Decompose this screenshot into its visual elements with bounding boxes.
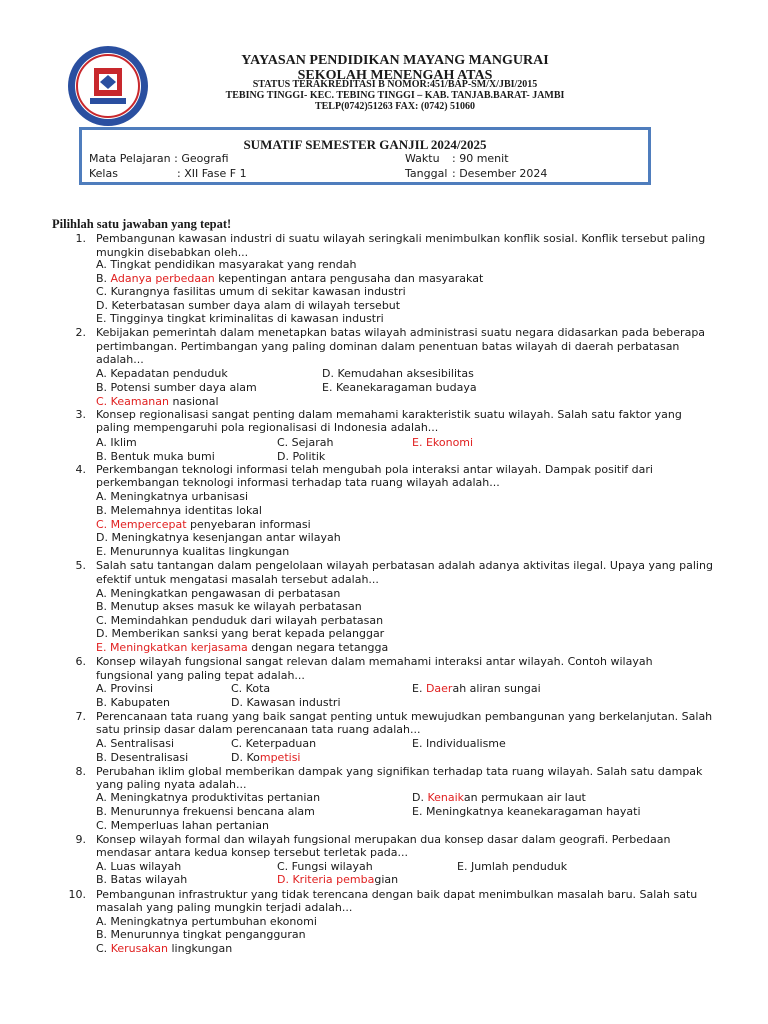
question-text: efektif untuk mengatasi masalah tersebut adalah... [96,573,379,586]
option: C. Fungsi wilayah [277,860,373,873]
answer-mark: Kenaik [427,791,464,804]
date-label: Tanggal [405,167,448,180]
option: D. Meningkatnya kesenjangan antar wilayah [96,531,341,544]
exam-title: SUMATIF SEMESTER GANJIL 2024/2025 [243,137,487,152]
question-text: pertimbangan. Pertimbangan yang paling dominan dalam penentuan batas wilayah di daerah perbatasan [96,340,680,353]
question-text: yang paling nyata adalah... [96,778,247,791]
question-number: 8. [75,765,86,778]
answer-mark: C. Keamanan [96,395,169,408]
option: C. Keterpaduan [231,737,317,750]
option: B. Potensi sumber daya alam [96,381,257,394]
answer-mark: C. Mempercepat [96,518,187,531]
question-text: Pembangunan kawasan industri di suatu wilayah seringkali menimbulkan konflik sosial. Konflik tersebut paling [96,232,706,245]
question-text: Perubahan iklim global memberikan dampak yang signifikan terhadap tata ruang wilayah. Salah satu dampak [96,765,703,778]
question-number: 2. [75,326,86,339]
option: C. Kerusakan lingkungan [96,942,233,955]
answer-mark: D. Kriteria pemba [277,873,375,886]
question-text: Konsep wilayah fungsional sangat relevan dalam memahami interaksi antar wilayah. Contoh wilayah [96,655,653,668]
option: A. Provinsi [96,682,154,695]
option: C. Kota [231,682,271,695]
option: B. Desentralisasi [96,751,189,764]
option: E. Keanekaragaman budaya [322,381,477,394]
option: B. Menutup akses masuk ke wilayah perbatasan [96,600,362,613]
option: C. Keamanan nasional [96,395,219,408]
school-name: SEKOLAH MENENGAH ATAS [297,68,493,83]
option: C. Memindahkan penduduk dari wilayah perbatasan [96,614,384,627]
option: C. Mempercepat penyebaran informasi [96,518,311,531]
option: B. Menurunnya frekuensi bencana alam [96,805,315,818]
foundation-name: YAYASAN PENDIDIKAN MAYANG MANGURAI [241,53,549,68]
question-text: Salah satu tantangan dalam pengelolaan wilayah perbatasan adalah adanya aktivitas ilegal. Upaya yang paling [96,559,713,572]
option: D. Kompetisi [231,751,301,764]
option: E. Daerah aliran sungai [412,682,541,695]
accreditation-status: STATUS TERAKREDITASI B NOMOR:451/BAP-SM/X/JBI/2015 [252,79,538,90]
option: B. Kabupaten [96,696,171,709]
time-label: Waktu [405,152,440,165]
option: A. Iklim [96,436,137,449]
question-number: 5. [75,559,86,572]
instruction: Pilihlah satu jawaban yang tepat! [52,217,232,231]
question-text: Perkembangan teknologi informasi telah mengubah pola interaksi antar wilayah. Dampak positif dari [96,463,653,476]
option: D. Memberikan sanksi yang berat kepada pelanggar [96,627,385,640]
school-logo [66,44,150,128]
answer-mark: Kerusakan [110,942,168,955]
option: C. Memperluas lahan pertanian [96,819,269,832]
school-phone: TELP(0742)51263 FAX: (0742) 51060 [314,101,476,112]
school-address: TEBING TINGGI- KEC. TEBING TINGGI – KAB. TANJAB.BARAT- JAMBI [225,90,565,101]
option: A. Meningkatkan pengawasan di perbatasan [96,587,341,600]
option: A. Tingkat pendidikan masyarakat yang rendah [96,258,357,271]
option: C. Kurangnya fasilitas umum di sekitar kawasan industri [96,285,406,298]
option: E. Meningkatkan kerjasama dengan negara tetangga [96,641,389,654]
question-text: mungkin disebabkan oleh... [96,246,249,259]
class-value: : XII Fase F 1 [177,167,247,180]
option: A. Meningkatnya urbanisasi [96,490,249,503]
question-text: fungsional yang paling tepat adalah... [96,669,305,682]
question-text: masalah yang paling mungkin terjadi adalah... [96,901,353,914]
question-number: 10. [68,888,86,901]
option: E. Meningkatnya keanekaragaman hayati [412,805,641,818]
class-label: Kelas [89,167,118,180]
option: B. Bentuk muka bumi [96,450,215,463]
option: E. Tingginya tingkat kriminalitas di kawasan industri [96,312,384,325]
option: D. Keterbatasan sumber daya alam di wilayah tersebut [96,299,401,312]
option: D. Politik [277,450,326,463]
question-number: 7. [75,710,86,723]
question-text: Konsep wilayah formal dan wilayah fungsional merupakan dua konsep dasar dalam geografi. Perbedaan [96,833,671,846]
option: A. Meningkatnya produktivitas pertanian [96,791,321,804]
option: E. Individualisme [412,737,506,750]
subject-label: Mata Pelajaran : Geografi [89,152,229,165]
question-text: Pembangunan infrastruktur yang tidak terencana dengan baik dapat menimbulkan masalah baru. Salah satu [96,888,698,901]
option: A. Sentralisasi [96,737,174,750]
option: B. Batas wilayah [96,873,188,886]
question-text: Kebijakan pemerintah dalam menetapkan batas wilayah administrasi suatu negara didasarkan pada beberapa [96,326,706,339]
option: C. Sejarah [277,436,334,449]
answer-mark: E. Meningkatkan kerjasama [96,641,248,654]
option: A. Luas wilayah [96,860,182,873]
question-text: Konsep regionalisasi sangat penting dalam memahami karakteristik suatu wilayah. Salah satu faktor yang [96,408,682,421]
option: B. Melemahnya identitas lokal [96,504,262,517]
question-text: satu prinsip dasar dalam perencanaan tata ruang adalah... [96,723,421,736]
option: E. Menurunnya kualitas lingkungan [96,545,290,558]
question-number: 6. [75,655,86,668]
option: A. Meningkatnya pertumbuhan ekonomi [96,915,317,928]
question-text: Perencanaan tata ruang yang baik sangat penting untuk mewujudkan pembangunan yang berkelanjutan. Salah [96,710,713,723]
question-text: paling mempengaruhi pola regionalisasi di Indonesia adalah... [96,421,439,434]
answer-mark: Adanya perbedaan [110,272,215,285]
option: A. Kepadatan penduduk [96,367,228,380]
question-text: mendasar antara kedua konsep tersebut terletak pada... [96,846,408,859]
option: D. Kawasan industri [231,696,341,709]
option: B. Menurunnya tingkat pengangguran [96,928,306,941]
time-value: : 90 menit [452,152,509,165]
option: E. Jumlah penduduk [457,860,568,873]
date-value: : Desember 2024 [452,167,548,180]
option: D. Kenaikan permukaan air laut [412,791,586,804]
answer-mark: mpetisi [259,751,301,764]
question-number: 1. [75,232,86,245]
question-number: 4. [75,463,86,476]
question-number: 9. [75,833,86,846]
answer-mark: E. Ekonomi [412,436,474,449]
option: D. Kriteria pembagian [277,873,399,886]
question-text: perkembangan teknologi informasi terhadap tata ruang wilayah adalah... [96,476,500,489]
option: D. Kemudahan aksesibilitas [322,367,474,380]
question-number: 3. [75,408,86,421]
question-text: adalah... [96,353,144,366]
option: B. Adanya perbedaan kepentingan antara pengusaha dan masyarakat [96,272,484,285]
exam-info-box [79,127,651,185]
answer-mark: Daer [425,682,453,695]
